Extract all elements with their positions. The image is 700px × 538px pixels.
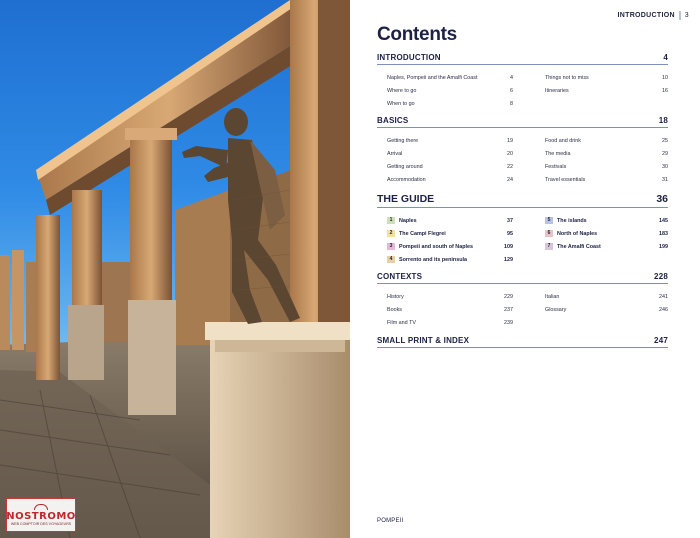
page-title: Contents [377, 24, 457, 45]
entry-label: The islands [557, 217, 587, 224]
section-the-guide [377, 193, 668, 266]
toc-entry[interactable] [545, 71, 668, 84]
toc-entry[interactable] [545, 134, 668, 147]
nostromo-logo [6, 498, 76, 532]
section-heading[interactable] [377, 336, 668, 348]
section-page: 36 [656, 193, 668, 205]
entry-label: North of Naples [557, 230, 598, 237]
entry-label: Italian [545, 293, 560, 300]
section-heading[interactable] [377, 272, 668, 284]
running-head-section: INTRODUCTION [617, 12, 675, 19]
entry-page: 6 [510, 87, 513, 94]
entries-left [387, 214, 513, 266]
entries-left [387, 290, 513, 329]
section-page: 228 [654, 272, 668, 281]
entry-label: The Amalfi Coast [557, 243, 601, 250]
entry-label: Getting around [387, 163, 423, 170]
entry-page: 95 [507, 230, 513, 237]
entry-page: 4 [510, 74, 513, 81]
logo-subtitle: WEB COMPTOIR DES VOYAGEURS [10, 521, 72, 526]
entry-page: 30 [662, 163, 668, 170]
entry-label: Glossary [545, 306, 567, 313]
photo-caption: POMPEII [377, 518, 404, 524]
section-label: SMALL PRINT & INDEX [377, 336, 470, 345]
toc-entry[interactable] [387, 290, 513, 303]
entry-label: Naples, Pompeii and the Amalfi Coast [387, 74, 478, 81]
toc-entry[interactable] [387, 147, 513, 160]
entry-label: History [387, 293, 404, 300]
entry-page: 229 [504, 293, 513, 300]
toc-entry[interactable] [387, 316, 513, 329]
entries-left [387, 71, 513, 110]
entry-label: Where to go [387, 87, 417, 94]
entry-page: 19 [507, 137, 513, 144]
chapter-entry[interactable] [545, 240, 668, 253]
entry-label: Things not to miss [545, 74, 589, 81]
toc-entry[interactable] [545, 173, 668, 186]
entry-page: 241 [659, 293, 668, 300]
chapter-entry[interactable] [545, 214, 668, 227]
entry-label: The Campi Flegrei [399, 230, 446, 237]
entries-left [387, 134, 513, 186]
contents-page [350, 0, 700, 538]
entry-page: 25 [662, 137, 668, 144]
running-head [618, 11, 689, 20]
section-page: 247 [654, 336, 668, 345]
entry-label: Festivals [545, 163, 567, 170]
section-small-print [377, 336, 668, 348]
chapter-entry[interactable] [387, 227, 513, 240]
entry-label: Books [387, 306, 402, 313]
chapter-number-badge: 6 [545, 230, 553, 237]
entry-page: 31 [662, 176, 668, 183]
entry-page: 10 [662, 74, 668, 81]
globe-icon [34, 504, 48, 510]
section-basics [377, 116, 668, 186]
entry-page: 109 [504, 243, 513, 250]
toc-entry[interactable] [387, 97, 513, 110]
toc-entry[interactable] [545, 160, 668, 173]
entry-page: 8 [510, 100, 513, 107]
chapter-number-badge: 2 [387, 230, 395, 237]
entry-label: Itineraries [545, 87, 569, 94]
entry-label: Food and drink [545, 137, 581, 144]
toc-entry[interactable] [387, 173, 513, 186]
entries-right [545, 214, 668, 266]
chapter-number-badge: 3 [387, 243, 395, 250]
running-head-page: 3 [684, 12, 689, 19]
toc-entry[interactable] [387, 84, 513, 97]
entry-page: 29 [662, 150, 668, 157]
entry-label: Pompeii and south of Naples [399, 243, 473, 250]
section-label: THE GUIDE [377, 193, 435, 205]
entries-right [545, 71, 668, 110]
toc-entry[interactable] [387, 303, 513, 316]
entry-label: Getting there [387, 137, 419, 144]
toc-entry[interactable] [387, 134, 513, 147]
section-page: 4 [663, 53, 668, 62]
entry-page: 22 [507, 163, 513, 170]
chapter-entry[interactable] [387, 214, 513, 227]
entry-label: When to go [387, 100, 415, 107]
entry-page: 199 [659, 243, 668, 250]
entries-right [545, 134, 668, 186]
chapter-number-badge: 5 [545, 217, 553, 224]
toc-entry[interactable] [545, 84, 668, 97]
entry-label: Travel essentials [545, 176, 586, 183]
entry-page: 129 [504, 256, 513, 263]
entry-label: Naples [399, 217, 417, 224]
entry-page: 145 [659, 217, 668, 224]
section-heading[interactable] [377, 53, 668, 65]
chapter-number-badge: 7 [545, 243, 553, 250]
entry-label: Film and TV [387, 319, 416, 326]
section-introduction [377, 53, 668, 110]
entry-page: 37 [507, 217, 513, 224]
section-heading[interactable] [377, 193, 668, 208]
entry-page: 237 [504, 306, 513, 313]
chapter-entry[interactable] [545, 227, 668, 240]
chapter-entry[interactable] [387, 240, 513, 253]
logo-title: NOSTROMO [6, 510, 76, 522]
section-label: INTRODUCTION [377, 53, 441, 62]
entry-page: 239 [504, 319, 513, 326]
entry-page: 24 [507, 176, 513, 183]
entry-label: Arrival [387, 150, 403, 157]
toc-entry[interactable] [545, 290, 668, 303]
chapter-number-badge: 4 [387, 256, 395, 263]
section-page: 18 [658, 116, 668, 125]
entry-label: Accommodation [387, 176, 426, 183]
entry-label: The media [545, 150, 571, 157]
entry-label: Sorrento and its peninsula [399, 256, 467, 263]
toc-entry[interactable] [545, 303, 668, 316]
chapter-number-badge: 1 [387, 217, 395, 224]
toc-entry[interactable] [387, 160, 513, 173]
entry-page: 183 [659, 230, 668, 237]
toc-entry[interactable] [545, 147, 668, 160]
section-label: CONTEXTS [377, 272, 423, 281]
section-label: BASICS [377, 116, 409, 125]
running-head-divider [679, 11, 681, 20]
section-heading[interactable] [377, 116, 668, 128]
toc-entry[interactable] [387, 71, 513, 84]
entry-page: 246 [659, 306, 668, 313]
entry-page: 20 [507, 150, 513, 157]
chapter-entry[interactable] [387, 253, 513, 266]
section-contexts [377, 272, 668, 329]
entries-right [545, 290, 668, 329]
entry-page: 16 [662, 87, 668, 94]
